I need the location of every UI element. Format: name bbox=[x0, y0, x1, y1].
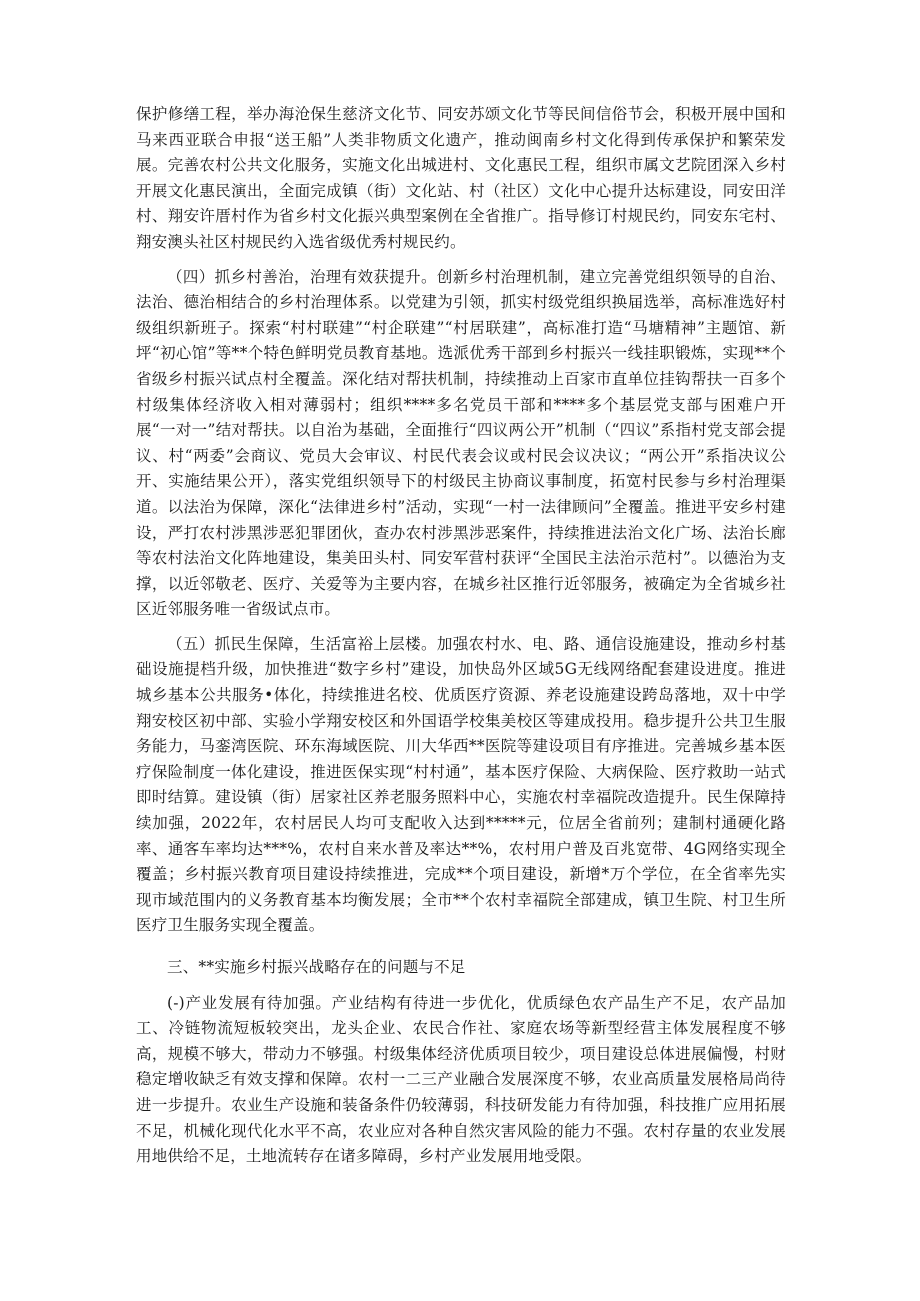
section-heading-problems: 三、**实施乡村振兴战略存在的问题与不足 bbox=[167, 958, 466, 976]
paragraph-livelihood-security: （五）抓民生保障，生活富裕上层楼。加强农村水、电、路、通信设施建设，推动乡村基础设施提档升级，加快推进“数字乡村”建设，加快岛外区域5G无线网络配套建设进度。推进城乡基本公共服务•体化，持续推进名校、优质医疗资源、养老设施建设跨岛落地，双十中学翔安校区初中部、实验小学翔安校区和外国语学校集美校区等建成投用。稳步提升公共卫生服务能力，马銮湾医院、环东海域医院、川大华西**医院等建设项目有序推进。完善城乡基本医疗保险制度一体化建设，推进医保实现“村村通”，基本医疗保险、大病保险、医疗救助一站式即时结算。建设镇（街）居家社区养老服务照料中心，实施农村幸福院改造提升。民生保障持续加强，2022年，农村居民人均可支配收入达到*****元，位居全省前列；建制村通硬化路率、通客车率均达***%，农村自来水普及率达**%，农村用户普及百兆宽带、4G网络实现全覆盖；乡村振兴教育项目建设持续推进，完成**个项目建设，新增*万个学位，在全省率先实现市域范围内的义务教育基本均衡发展；全市**个农村幸福院全部建成，镇卫生院、村卫生所医疗卫生服务实现全覆盖。 bbox=[136, 634, 786, 935]
paragraph-rural-governance: （四）抓乡村善治，治理有效获提升。创新乡村治理机制，建立完善党组织领导的自治、法治、德治相结合的乡村治理体系。以党建为引领，抓实村级党组织换届选举，高标准选好村级组织新班子。探索“村村联建”“村企联建”“村居联建”，高标准打造“马塘精神”主题馆、新坪“初心馆”等**个特色鲜明党员教育基地。选派优秀干部到乡村振兴一线挂职锻炼，实现**个省级乡村振兴试点村全覆盖。深化结对帮扶机制，持续推动上百家市直单位挂钩帮扶一百多个村级集体经济收入相对薄弱村；组织****多名党员干部和****多个基层党支部与困难户开展“一对一”结对帮扶。以自治为基础，全面推行“四议两公开”机制（“四议”系指村党支部会提议、村“两委”会商议、党员大会审议、村民代表会议或村民会议决议；“两公开”系指决议公开、实施结果公开），落实党组织领导下的村级民主协商议事制度，拓宽村民参与乡村治理渠道。以法治为保障，深化“法律进乡村”活动，实现“一村一法律顾问”全覆盖。推进平安乡村建设，严打农村涉黑涉恶犯罪团伙，查办农村涉黑涉恶案件，持续推进法治文化广场、法治长廊等农村法治文化阵地建设，集美田头村、同安军营村获评“全国民主法治示范村”。以德治为支撑，以近邻敬老、医疗、关爱等为主要内容，在城乡社区推行近邻服务，被确定为全省城乡社区近邻服务唯一省级试点市。 bbox=[136, 267, 786, 619]
paragraph-culture-continued: 保护修缮工程，举办海沧保生慈济文化节、同安苏颂文化节等民间信俗节会，积极开展中国和马来西亚联合申报“送王船”人类非物质文化遗产，推动闽南乡村文化得到传承保护和繁荣发展。完善农村公共文化服务，实施文化出城进村、文化惠民工程，组织市属文艺院团深入乡村开展文化惠民演出，全面完成镇（街）文化站、村（社区）文化中心提升达标建设，同安田洋村、翔安许厝村作为省乡村文化振兴典型案例在全省推广。指导修订村规民约，同安东宅村、翔安澳头社区村规民约入选省级优秀村规民约。 bbox=[136, 105, 786, 251]
paragraph-industry-development: (-)产业发展有待加强。产业结构有待进一步优化，优质绿色农产品生产不足，农产品加工、冷链物流短板较突出，龙头企业、农民合作社、家庭农场等新型经营主体发展程度不够高，规模不够大，带动力不够强。村级集体经济优质项目较少，项目建设总体进展偏慢，村财稳定增收缺乏有效支撑和保障。农村一二三产业融合发展深度不够，农业高质量发展格局尚待进一步提升。农业生产设施和装备条件仍较薄弱，科技研发能力有待加强，科技推广应用拓展不足，机械化现代化水平不高，农业应对各种自然灾害风险的能力不强。农村存量的农业发展用地供给不足，土地流转存在诸多障碍，乡村产业发展用地受限。 bbox=[136, 993, 786, 1166]
document-page bbox=[136, 102, 786, 1170]
